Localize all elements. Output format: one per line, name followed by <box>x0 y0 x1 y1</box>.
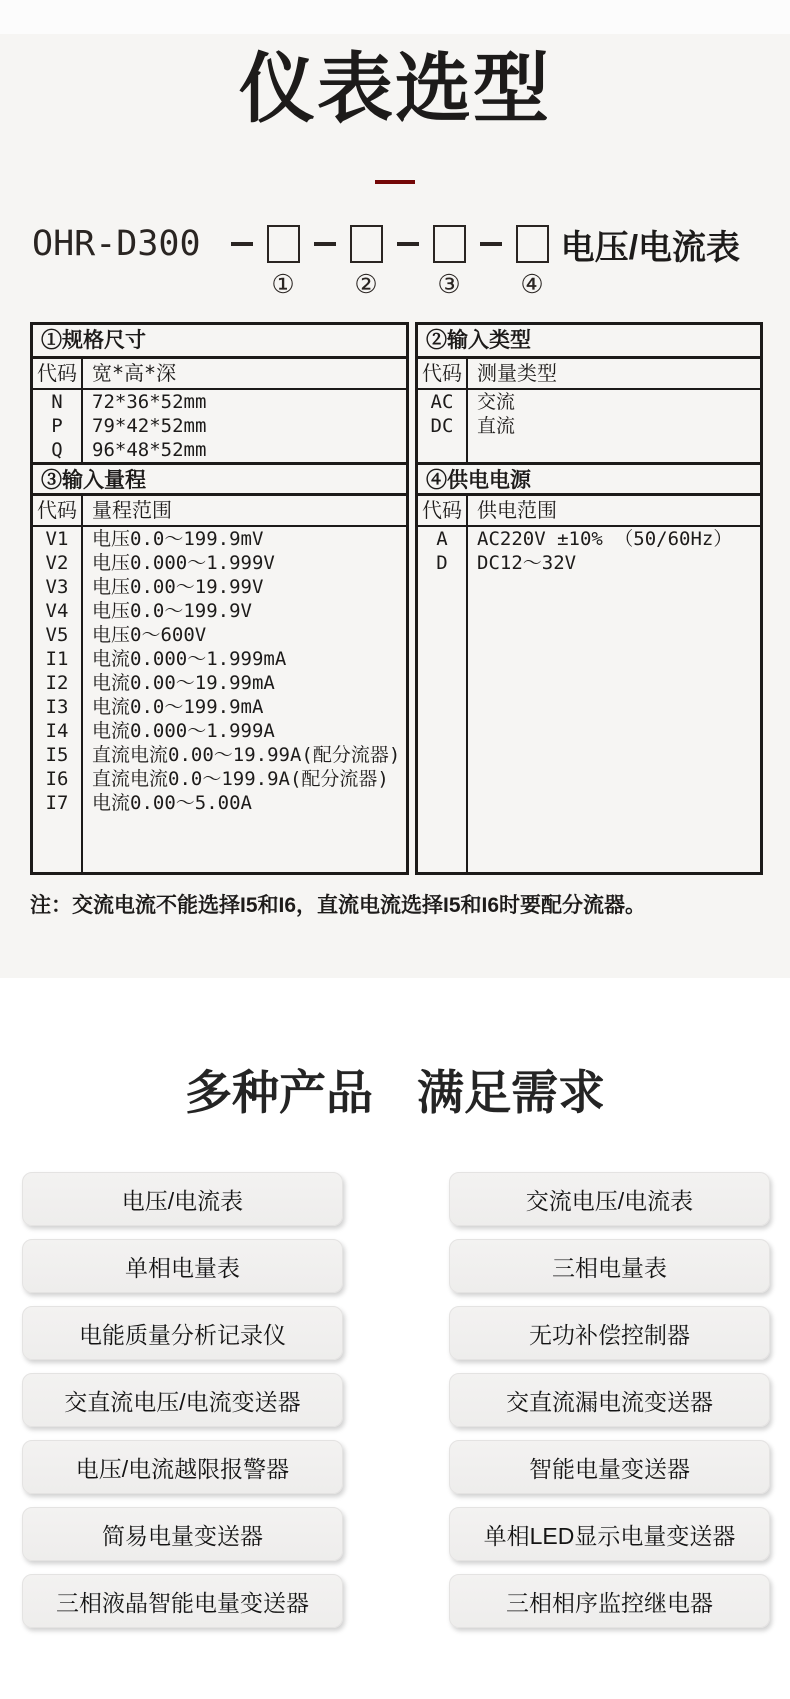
table-cell-code: V5 <box>45 624 69 646</box>
table-cell-code: AC <box>430 391 454 413</box>
table-cell-code: I4 <box>45 720 69 742</box>
selection-table-right <box>415 322 763 875</box>
products-heading <box>0 1062 790 1124</box>
selection-table-left <box>30 322 409 875</box>
product-buttons-left <box>22 1172 343 1628</box>
product-button[interactable]: 无功补偿控制器 <box>449 1306 770 1360</box>
section-range <box>33 462 406 872</box>
page-title: 仪表选型 <box>239 47 551 132</box>
table-cell-code: V1 <box>45 528 69 550</box>
model-code-box <box>516 225 549 263</box>
table-cell-code: I3 <box>45 696 69 718</box>
col-header-desc: 量程范围 <box>92 498 172 522</box>
table-cell-code: I2 <box>45 672 69 694</box>
position-number: ④ <box>520 269 544 299</box>
range-codes <box>33 527 83 872</box>
model-code-box <box>350 225 383 263</box>
selection-note: 注：交流电流不能选择I5和I6，直流电流选择I5和I6时要配分流器。 <box>30 894 647 917</box>
col-header-code: 代码 <box>418 359 468 388</box>
col-header-desc: 供电范围 <box>477 498 557 522</box>
table-cell-desc: 72*36*52mm <box>92 391 207 413</box>
product-button[interactable]: 单相LED显示电量变送器 <box>449 1507 770 1561</box>
table-cell-code: N <box>51 391 63 413</box>
range-values <box>83 527 406 872</box>
products-heading-left: 多种产品 <box>185 1066 373 1119</box>
dash-separator <box>397 242 419 246</box>
col-header-code: 代码 <box>33 496 83 525</box>
position-number: ② <box>354 269 378 299</box>
model-code-row <box>32 224 790 299</box>
product-button[interactable]: 单相电量表 <box>22 1239 343 1293</box>
table-cell-code: I6 <box>45 768 69 790</box>
title-underline-dash <box>375 180 415 184</box>
table-cell-code: I5 <box>45 744 69 766</box>
position-number: ③ <box>437 269 461 299</box>
table-cell-code: DC <box>430 415 454 437</box>
section-power-title: ④供电电源 <box>418 462 760 496</box>
product-button[interactable]: 交直流电压/电流变送器 <box>22 1373 343 1427</box>
table-cell-desc: DC12～32V <box>477 552 577 574</box>
section-range-title: ③输入量程 <box>33 462 406 496</box>
model-slots <box>217 225 549 299</box>
model-slot <box>466 225 549 299</box>
model-code-box <box>267 225 300 263</box>
product-button[interactable]: 电压/电流越限报警器 <box>22 1440 343 1494</box>
table-cell-code: V4 <box>45 600 69 622</box>
table-cell-desc: 电流0.00～19.99mA <box>92 672 275 694</box>
table-cell-code: A <box>436 528 448 550</box>
table-cell-desc: 79*42*52mm <box>92 415 207 437</box>
section-power <box>418 462 760 872</box>
table-cell-desc: 电流0.000～1.999mA <box>92 648 287 670</box>
selection-table <box>30 322 763 875</box>
product-button[interactable]: 三相电量表 <box>449 1239 770 1293</box>
size-values <box>83 390 406 462</box>
table-cell-desc: 直流电流0.00～19.99A(配分流器) <box>92 744 401 766</box>
top-white-strip <box>0 0 790 34</box>
table-cell-code: V3 <box>45 576 69 598</box>
model-suffix: 电压/电流表 <box>560 228 741 267</box>
section-size-title: ①规格尺寸 <box>33 325 406 359</box>
table-cell-desc: 电压0～600V <box>92 624 207 646</box>
dash-separator <box>480 242 502 246</box>
product-button[interactable]: 电能质量分析记录仪 <box>22 1306 343 1360</box>
selection-panel <box>0 34 790 978</box>
dash-separator <box>314 242 336 246</box>
table-cell-desc: 电流0.00～5.00A <box>92 792 252 814</box>
product-button[interactable]: 交直流漏电流变送器 <box>449 1373 770 1427</box>
position-number: ① <box>271 269 295 299</box>
table-cell-desc: 电流0.000～1.999A <box>92 720 275 742</box>
dash-separator <box>231 242 253 246</box>
model-slot <box>383 225 466 299</box>
model-slot <box>300 225 383 299</box>
product-buttons <box>0 1172 790 1628</box>
table-cell-desc: 96*48*52mm <box>92 439 207 461</box>
model-prefix: OHR-D300 <box>32 224 201 264</box>
col-header-code: 代码 <box>418 496 468 525</box>
size-codes <box>33 390 83 462</box>
table-cell-desc: 电压0.00～19.99V <box>92 576 264 598</box>
table-cell-desc: 直流 <box>477 415 516 437</box>
table-cell-desc: 交流 <box>477 391 516 413</box>
table-cell-code: Q <box>51 439 63 461</box>
table-cell-desc: AC220V ±10% （50/60Hz） <box>477 528 733 550</box>
input-type-codes <box>418 390 468 462</box>
model-code-box <box>433 225 466 263</box>
table-cell-desc: 电压0.0～199.9mV <box>92 528 264 550</box>
table-cell-code: V2 <box>45 552 69 574</box>
table-cell-code: I1 <box>45 648 69 670</box>
table-cell-desc: 电压0.000～1.999V <box>92 552 275 574</box>
product-button[interactable]: 智能电量变送器 <box>449 1440 770 1494</box>
product-buttons-right <box>449 1172 770 1628</box>
table-cell-code: D <box>436 552 448 574</box>
section-size <box>33 325 406 462</box>
col-header-desc: 测量类型 <box>477 361 557 385</box>
table-cell-desc: 直流电流0.0～199.9A(配分流器) <box>92 768 389 790</box>
table-cell-code: I7 <box>45 792 69 814</box>
col-header-code: 代码 <box>33 359 83 388</box>
power-codes <box>418 527 468 872</box>
product-button[interactable]: 三相相序监控继电器 <box>449 1574 770 1628</box>
section-input-type <box>418 325 760 462</box>
products-panel <box>0 1062 790 1628</box>
product-button[interactable]: 简易电量变送器 <box>22 1507 343 1561</box>
input-type-values <box>468 390 760 462</box>
table-cell-desc: 电流0.0～199.9mA <box>92 696 264 718</box>
table-cell-code: P <box>51 415 63 437</box>
col-header-desc: 宽*高*深 <box>92 361 177 385</box>
table-cell-desc: 电压0.0～199.9V <box>92 600 252 622</box>
model-slot <box>217 225 300 299</box>
section-input-type-title: ②输入类型 <box>418 325 760 359</box>
product-button[interactable]: 交流电压/电流表 <box>449 1172 770 1226</box>
product-button[interactable]: 三相液晶智能电量变送器 <box>22 1574 343 1628</box>
products-heading-right: 满足需求 <box>417 1066 605 1119</box>
product-button[interactable]: 电压/电流表 <box>22 1172 343 1226</box>
power-values <box>468 527 760 872</box>
